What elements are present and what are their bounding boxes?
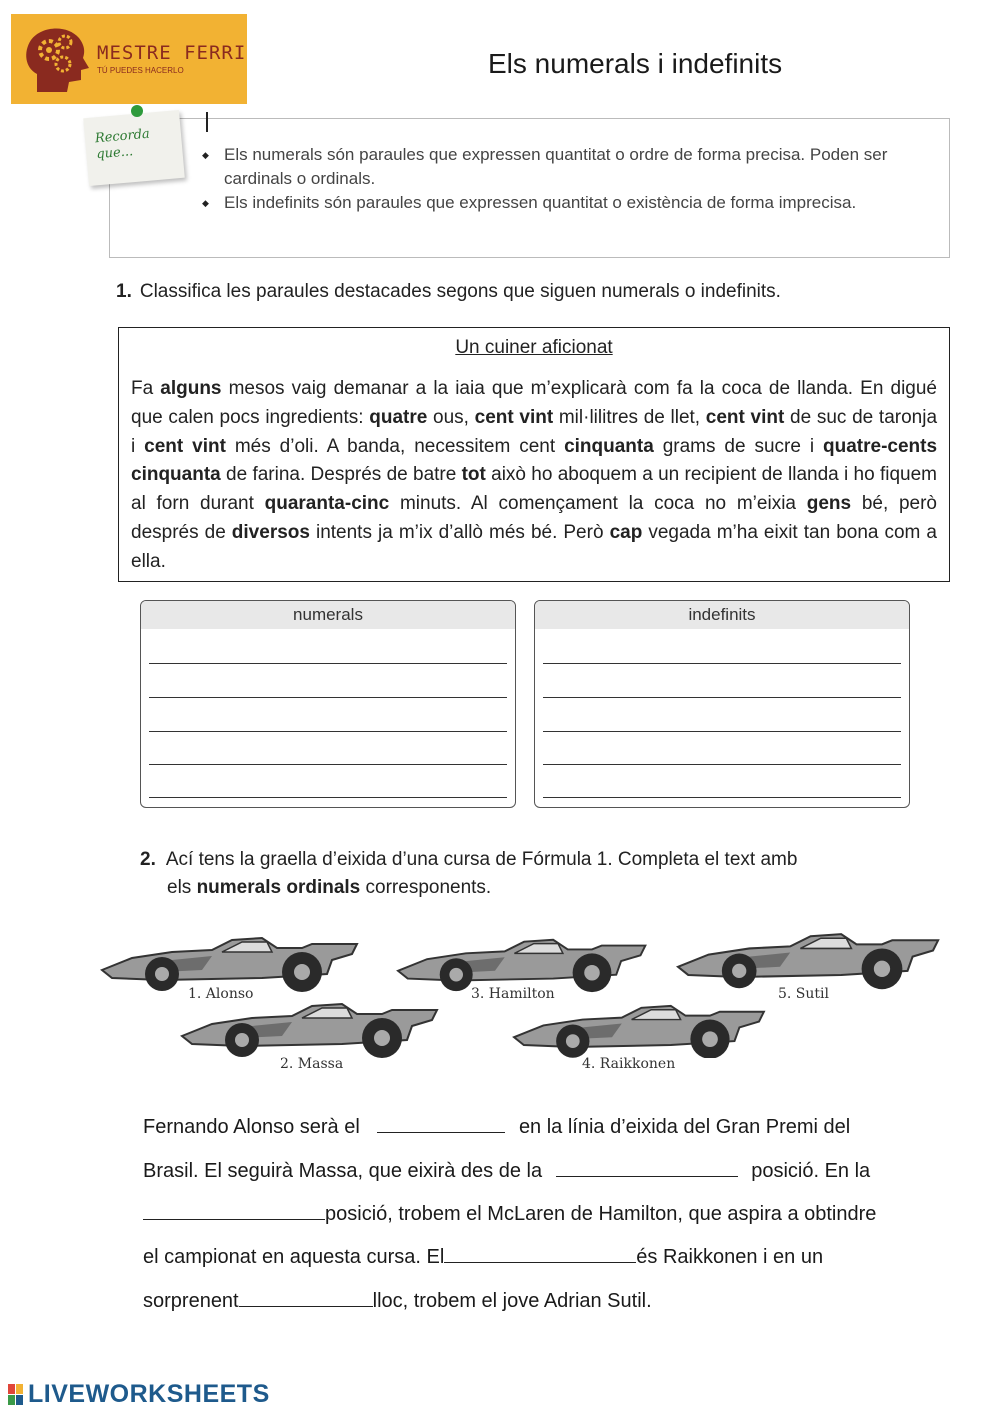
brand-logo: [11, 14, 247, 104]
ordinal-blank-1[interactable]: [377, 1115, 505, 1133]
story-text-segment: intents ja m’ix d’allò més bé. Però: [309, 521, 610, 543]
car-raikkonen: [514, 1006, 764, 1058]
highlighted-word: cap: [609, 521, 643, 543]
paragraph-text: lloc, trobem el jove Adrian Sutil.: [372, 1290, 652, 1312]
exercise-1-instruction: [116, 281, 781, 303]
paragraph-line-2: [143, 1159, 943, 1183]
ordinal-blank-3[interactable]: [143, 1202, 325, 1220]
text-cursor: [206, 112, 208, 132]
head-gears-icon: [19, 22, 95, 96]
indefinits-answer-box: [534, 600, 910, 808]
reminder-bullet-numerals: ◆ Els numerals són paraules que expressen quantitat o ordre de forma precisa. Poden ser cardinals o ordinals.: [200, 143, 930, 191]
car-sutil: [678, 934, 938, 989]
exercise-2-text-line1: Ací tens la graella d’eixida d’una cursa de Fórmula 1. Completa el text amb: [165, 849, 798, 870]
story-text-segment: bé, però després de: [131, 493, 937, 543]
reminder-bullet-indefinits: ◆ Els indefinits són paraules que expressen quantitat o existència de forma imprecisa.: [200, 191, 930, 215]
story-text-segment: mesos vaig demanar a la iaia que m’explicarà com fa la coca de llanda. En digué que calen pocs ingredients:: [131, 378, 937, 428]
story-text-segment: mil·lilitres de llet,: [553, 406, 706, 428]
paragraph-text: posició, trobem el McLaren de Hamilton, que aspira a obtindre: [325, 1203, 877, 1225]
story-text-segment: grams de sucre i: [653, 435, 824, 457]
exercise-1-number: 1.: [116, 281, 132, 302]
footer-brand-text: LIVEWORKSHEETS: [28, 1380, 270, 1408]
ordinal-blank-4[interactable]: [444, 1245, 636, 1263]
story-text-segment: minuts. Al començament la coca no m’eixia: [389, 493, 807, 515]
numerals-answer-line[interactable]: [149, 663, 507, 664]
numerals-answer-line[interactable]: [149, 797, 507, 798]
paragraph-text: en la línia d’eixida del Gran Premi del: [518, 1116, 851, 1138]
liveworksheets-logo-icon: [8, 1384, 24, 1406]
car-hamilton: [398, 940, 645, 992]
page-title: Els numerals i indefinits: [488, 48, 783, 79]
highlighted-word: quatre: [369, 406, 428, 428]
sticky-note: [83, 110, 185, 186]
indefinits-header: indefinits: [535, 601, 909, 629]
story-box: [118, 327, 950, 582]
exercise-2-text-bold: numerals ordinals: [196, 877, 361, 898]
car-label-sutil: 5. Sutil: [778, 986, 829, 1002]
story-text-segment: ous,: [427, 406, 475, 428]
exercise-2-number: 2.: [140, 849, 156, 870]
indefinits-answer-line[interactable]: [543, 663, 901, 664]
reminder-list: [200, 143, 930, 215]
indefinits-answer-line[interactable]: [543, 731, 901, 732]
exercise-2-text-suffix: corresponents.: [360, 877, 492, 898]
story-text-segment: Fa: [131, 378, 161, 399]
ordinal-blank-5[interactable]: [239, 1289, 373, 1307]
exercise-2-instruction: [140, 846, 920, 902]
story-text: [131, 375, 937, 577]
logo-name: MESTRE FERRI: [97, 42, 247, 64]
numerals-header: numerals: [141, 601, 515, 629]
logo-tagline: TÚ PUEDES HACERLO: [97, 66, 184, 75]
numerals-answer-line[interactable]: [149, 764, 507, 765]
paragraph-text: posició. En la: [751, 1160, 871, 1182]
paragraph-text: Brasil. El seguirà Massa, que eixirà des de la: [143, 1160, 543, 1182]
story-text-segment: de suc de taronja i: [131, 406, 938, 457]
highlighted-word: cent vint: [474, 406, 554, 428]
highlighted-word: quatre-cents cinquanta: [131, 435, 938, 486]
indefinits-answer-line[interactable]: [543, 797, 901, 798]
numerals-answer-line[interactable]: [149, 697, 507, 698]
paragraph-text: és Raikkonen i en un: [636, 1246, 824, 1268]
highlighted-word: tot: [461, 464, 486, 486]
highlighted-word: cent vint: [705, 406, 785, 428]
highlighted-word: alguns: [160, 378, 222, 399]
pin-icon: [131, 105, 143, 117]
car-label-alonso: 1. Alonso: [188, 986, 254, 1002]
story-text-segment: més d’oli. A banda, necessitem cent: [225, 435, 565, 457]
story-title: Un cuiner aficionat: [455, 337, 613, 358]
highlighted-word: diversos: [231, 521, 310, 543]
story-text-segment: de farina. Després de batre: [220, 464, 462, 486]
indefinits-answer-line[interactable]: [543, 764, 901, 765]
paragraph-text: sorprenent: [143, 1290, 239, 1312]
paragraph-line-3: [143, 1202, 943, 1226]
highlighted-word: quaranta-cinc: [264, 493, 390, 515]
car-label-massa: 2. Massa: [280, 1056, 344, 1072]
starting-grid-illustration: [96, 918, 946, 1072]
car-label-hamilton: 3. Hamilton: [471, 986, 555, 1002]
numerals-answer-box: [140, 600, 516, 808]
highlighted-word: gens: [806, 493, 852, 515]
paragraph-line-4: [143, 1245, 943, 1269]
story-text-segment: això ho aboquem a un recipient de llanda i ho fiquem al forn durant: [131, 464, 937, 515]
car-label-raikkonen: 4. Raikkonen: [582, 1056, 676, 1072]
car-alonso: [102, 938, 357, 992]
numerals-answer-line[interactable]: [149, 731, 507, 732]
paragraph-text: el campionat en aquesta cursa. El: [143, 1246, 445, 1268]
sticky-note-text: Recorda que...: [94, 126, 151, 163]
story-text-segment: vegada m’ha eixit tan bona com a ella.: [131, 521, 937, 572]
paragraph-line-1: [143, 1115, 943, 1139]
paragraph-line-5: [143, 1289, 943, 1313]
exercise-1-text: Classifica les paraules destacades segons que siguen numerals o indefinits.: [139, 281, 781, 302]
highlighted-word: cent vint: [144, 435, 226, 457]
highlighted-word: cinquanta: [564, 435, 654, 457]
exercise-2-text-prefix: els: [167, 877, 197, 898]
indefinits-answer-line[interactable]: [543, 697, 901, 698]
paragraph-text: Fernando Alonso serà el: [143, 1116, 360, 1138]
ordinal-blank-2[interactable]: [556, 1159, 738, 1177]
car-massa: [182, 1004, 437, 1058]
